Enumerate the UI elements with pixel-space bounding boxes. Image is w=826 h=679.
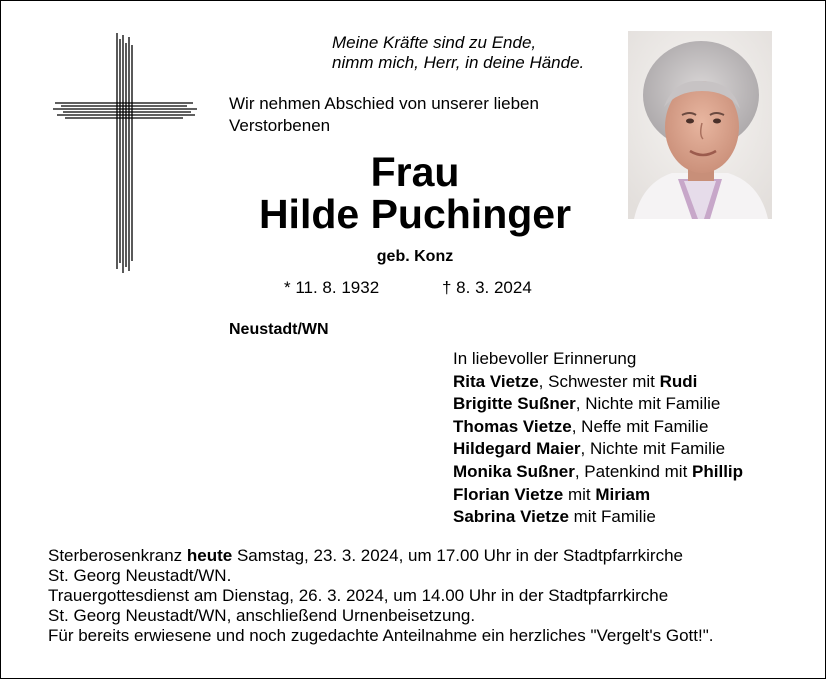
town: Neustadt/WN	[229, 321, 329, 338]
mourner-relation: , Neffe mit Familie	[571, 416, 709, 436]
mourner-relation: , Schwester mit	[538, 371, 660, 391]
rosary-prefix: Sterberosenkranz	[48, 546, 187, 565]
quote-line-1: Meine Kräfte sind zu Ende,	[332, 33, 537, 52]
mourner-entry	[453, 393, 743, 416]
mourner-extra: Rudi	[659, 371, 698, 391]
mourner-name: Monika Sußner	[453, 461, 575, 481]
portrait-image	[628, 31, 772, 219]
rosary-suffix: Samstag, 23. 3. 2024, um 17.00 Uhr in der Stadtpfarrkirche	[232, 546, 683, 565]
mourner-extra: Phillip	[692, 461, 744, 481]
mourners-heading: In liebevoller Erinnerung	[453, 349, 637, 368]
mourner-relation: mit	[563, 484, 596, 504]
cross-icon	[53, 33, 197, 273]
mourner-name: Rita Vietze	[453, 371, 539, 391]
intro-text	[229, 93, 539, 137]
funeral-service-line: Trauergottesdienst am Dienstag, 26. 3. 2024, um 14.00 Uhr in der Stadtpfarrkirche	[48, 586, 669, 605]
mourner-name: Thomas Vietze	[453, 416, 572, 436]
mourner-extra: Miriam	[595, 484, 651, 504]
intro-line-1: Wir nehmen Abschied von unserer lieben	[229, 94, 539, 113]
mourner-entry	[453, 371, 743, 394]
rosary-location: St. Georg Neustadt/WN.	[48, 566, 232, 585]
mourner-relation: , Nichte mit Familie	[580, 439, 726, 459]
rosary-line	[48, 546, 713, 566]
mourner-entry	[453, 506, 743, 529]
rosary-today: heute	[186, 546, 233, 565]
mourner-entry	[453, 416, 743, 439]
birth-date: * 11. 8. 1932	[284, 278, 380, 297]
deceased-name: Hilde Puchinger	[258, 191, 572, 237]
service-notice	[48, 546, 713, 646]
death-date: † 8. 3. 2024	[442, 278, 532, 297]
mourner-entry	[453, 438, 743, 461]
funeral-location: St. Georg Neustadt/WN, anschließend Urnenbeisetzung.	[48, 606, 476, 625]
mourner-name: Brigitte Sußner	[453, 394, 576, 414]
mourner-name: Hildegard Maier	[453, 439, 581, 459]
thanks-line: Für bereits erwiesene und noch zugedachte Anteilnahme ein herzliches "Vergelt's Gott!".	[48, 626, 714, 645]
quote-line-2: nimm mich, Herr, in deine Hände.	[332, 53, 585, 72]
mourner-entry	[453, 461, 743, 484]
mourners-list	[453, 348, 743, 529]
mourner-relation: mit Familie	[568, 507, 656, 527]
mourner-relation: , Nichte mit Familie	[575, 394, 721, 414]
intro-line-2: Verstorbenen	[229, 116, 331, 135]
portrait-photo	[628, 31, 772, 219]
salutation: Frau	[370, 149, 460, 195]
scripture-quote	[332, 33, 584, 73]
mourner-name: Florian Vietze	[453, 484, 564, 504]
deceased-name-block	[229, 151, 601, 235]
mourner-relation: , Patenkind mit	[574, 461, 693, 481]
mourner-name: Sabrina Vietze	[453, 507, 569, 527]
mourner-entry	[453, 484, 743, 507]
maiden-name: geb. Konz	[376, 248, 454, 265]
